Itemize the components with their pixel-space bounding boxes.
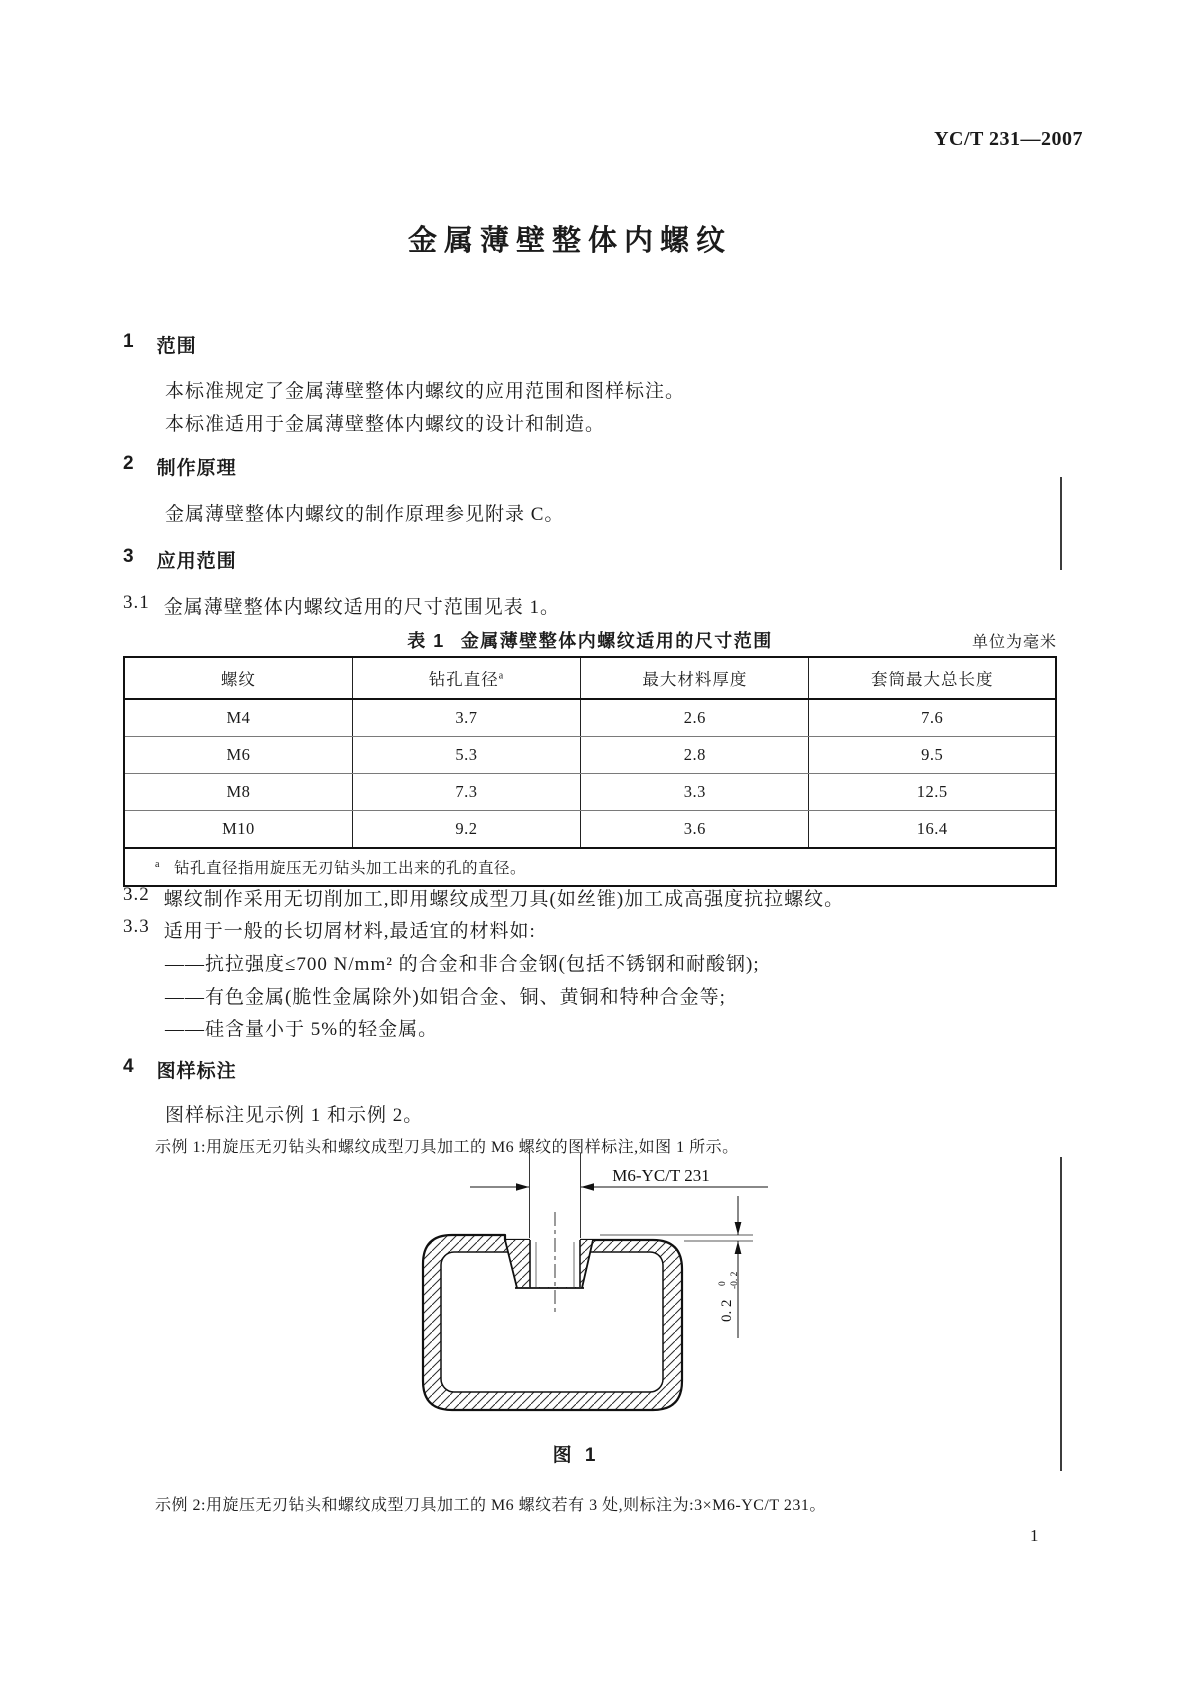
col-header-max-thickness: 最大材料厚度	[581, 657, 809, 699]
example-1-text: 示例 1:用旋压无刃钻头和螺纹成型刀具加工的 M6 螺纹的图样标注,如图 1 所示。	[155, 1139, 739, 1156]
figure-1-drawing	[360, 1145, 792, 1417]
paragraph: 金属薄壁整体内螺纹的制作原理参见附录 C。	[165, 504, 565, 525]
table-cell: M8	[124, 774, 352, 811]
table-1	[123, 656, 1057, 887]
table-cell: 5.3	[352, 737, 580, 774]
footnote-text: 钻孔直径指用旋压无刃钻头加工出来的孔的直径。	[173, 860, 526, 877]
table-cell: 3.7	[352, 699, 580, 737]
table-cell: 7.6	[809, 699, 1056, 737]
table-unit-note: 单位为毫米	[971, 634, 1057, 651]
dim-tolerance-lower: -0. 2	[730, 1271, 740, 1289]
table-cell: 7.3	[352, 774, 580, 811]
table-cell: 2.6	[581, 699, 809, 737]
list-item: ——抗拉强度≤700 N/mm² 的合金和非合金钢(包括不锈钢和耐酸钢);	[165, 954, 760, 975]
col-header-drill-diameter: 钻孔直径$^a$	[352, 657, 580, 699]
table-header-row	[124, 657, 1056, 699]
section-title: 应用范围	[156, 551, 237, 572]
section-title: 范围	[156, 336, 197, 357]
table-cell: 2.8	[581, 737, 809, 774]
arrowhead-down	[735, 1222, 742, 1235]
table-cell: 12.5	[809, 774, 1056, 811]
table-cell: 3.3	[581, 774, 809, 811]
list-item: ——硅含量小于 5%的轻金属。	[165, 1019, 439, 1040]
section-number: 3	[123, 546, 135, 567]
col-header-thread: 螺纹	[124, 657, 352, 699]
table-footnote-row	[124, 848, 1056, 886]
section-title: 制作原理	[156, 458, 237, 479]
change-bar	[1060, 477, 1062, 570]
document-title: 金属薄壁整体内螺纹	[407, 225, 732, 257]
table-row	[124, 811, 1056, 849]
change-bar	[1060, 1157, 1062, 1471]
step-dimension-label	[718, 1271, 740, 1322]
dim-value: 0. 2	[719, 1299, 735, 1322]
table-cell: M4	[124, 699, 352, 737]
paragraph: 图样标注见示例 1 和示例 2。	[165, 1105, 424, 1126]
thread-designation-label: M6-YC/T 231	[612, 1166, 710, 1185]
paragraph: 本标准适用于金属薄壁整体内螺纹的设计和制造。	[165, 414, 606, 435]
doc-code-header: YC/T 231—2007	[934, 128, 1083, 150]
list-item: ——有色金属(脆性金属除外)如铝合金、铜、黄铜和特种合金等;	[165, 987, 726, 1008]
table-body	[124, 699, 1056, 848]
section-title: 图样标注	[156, 1061, 237, 1082]
arrowhead-up	[735, 1241, 742, 1254]
arrowhead-left	[581, 1183, 594, 1191]
section-2-heading	[123, 453, 237, 480]
section-number: 2	[123, 453, 135, 474]
table-cell: M10	[124, 811, 352, 849]
table-caption-text: 金属薄壁整体内螺纹适用的尺寸范围	[460, 631, 773, 651]
section-1-heading	[123, 331, 197, 358]
table-row	[124, 774, 1056, 811]
footnote-mark: a	[155, 858, 160, 870]
table-cell: 9.2	[352, 811, 580, 849]
clause-text: 金属薄壁整体内螺纹适用的尺寸范围见表 1。	[163, 597, 561, 618]
paragraph: 本标准规定了金属薄壁整体内螺纹的应用范围和图样标注。	[165, 381, 686, 402]
clause-text: 螺纹制作采用无切削加工,即用螺纹成型刀具(如丝锥)加工成高强度抗拉螺纹。	[163, 889, 845, 910]
table-cell: 3.6	[581, 811, 809, 849]
table-footnote	[124, 848, 1056, 886]
clause-3-3	[123, 916, 536, 943]
clause-number: 3.3	[123, 916, 150, 937]
table-caption-label: 表 1	[407, 631, 445, 651]
clause-number: 3.1	[123, 592, 150, 613]
clause-number: 3.2	[123, 884, 150, 905]
page-number: 1	[1030, 1526, 1039, 1545]
section-3-heading	[123, 546, 237, 573]
table-row	[124, 699, 1056, 737]
section-4-heading	[123, 1056, 237, 1083]
table-row	[124, 737, 1056, 774]
table-cell: M6	[124, 737, 352, 774]
table-cell: 16.4	[809, 811, 1056, 849]
clause-3-2	[123, 884, 844, 911]
clause-3-1	[123, 592, 560, 619]
clause-text: 适用于一般的长切屑材料,最适宜的材料如:	[163, 921, 536, 942]
dim-tolerance-upper: 0	[718, 1281, 728, 1286]
table-cell: 9.5	[809, 737, 1056, 774]
section-number: 4	[123, 1056, 135, 1077]
arrowhead-right	[516, 1183, 529, 1191]
section-number: 1	[123, 331, 135, 352]
header-superscript: a	[498, 670, 505, 682]
figure-1-caption: 图 1	[552, 1445, 600, 1466]
col-header-sleeve-length: 套筒最大总长度	[809, 657, 1056, 699]
example-2-text: 示例 2:用旋压无刃钻头和螺纹成型刀具加工的 M6 螺纹若有 3 处,则标注为:3×M6-YC/T 231。	[155, 1497, 826, 1514]
